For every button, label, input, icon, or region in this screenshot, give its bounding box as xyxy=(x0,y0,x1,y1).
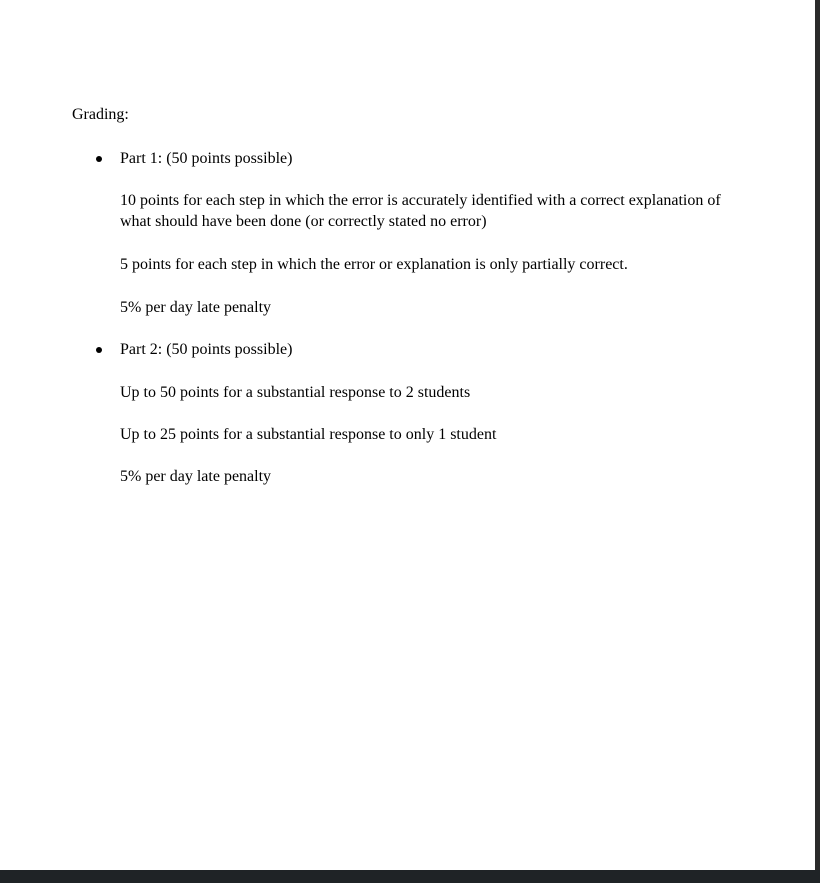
part-2-label: Part 2: (50 points possible) xyxy=(120,341,293,358)
part-2-paragraph-1: Up to 50 points for a substantial response to 2 students xyxy=(120,384,471,401)
part-1-paragraph-1: 10 points for each step in which the error is accurately identified with a correct explanation of what should have been done (or correctly stated no error) xyxy=(120,192,721,230)
viewer-bottom-bar xyxy=(0,870,820,883)
bullet-icon xyxy=(96,347,102,353)
bullet-icon xyxy=(96,156,102,162)
part-1-label: Part 1: (50 points possible) xyxy=(120,150,293,167)
part-1-paragraph-3: 5% per day late penalty xyxy=(120,299,272,316)
part-1-paragraph-2: 5 points for each step in which the error or explanation is only partially correct. xyxy=(120,256,628,273)
grading-heading: Grading: xyxy=(72,106,129,123)
scrollbar[interactable] xyxy=(815,0,820,883)
part-2-paragraph-2: Up to 25 points for a substantial response to only 1 student xyxy=(120,426,497,443)
part-2-paragraph-3: 5% per day late penalty xyxy=(120,468,272,485)
